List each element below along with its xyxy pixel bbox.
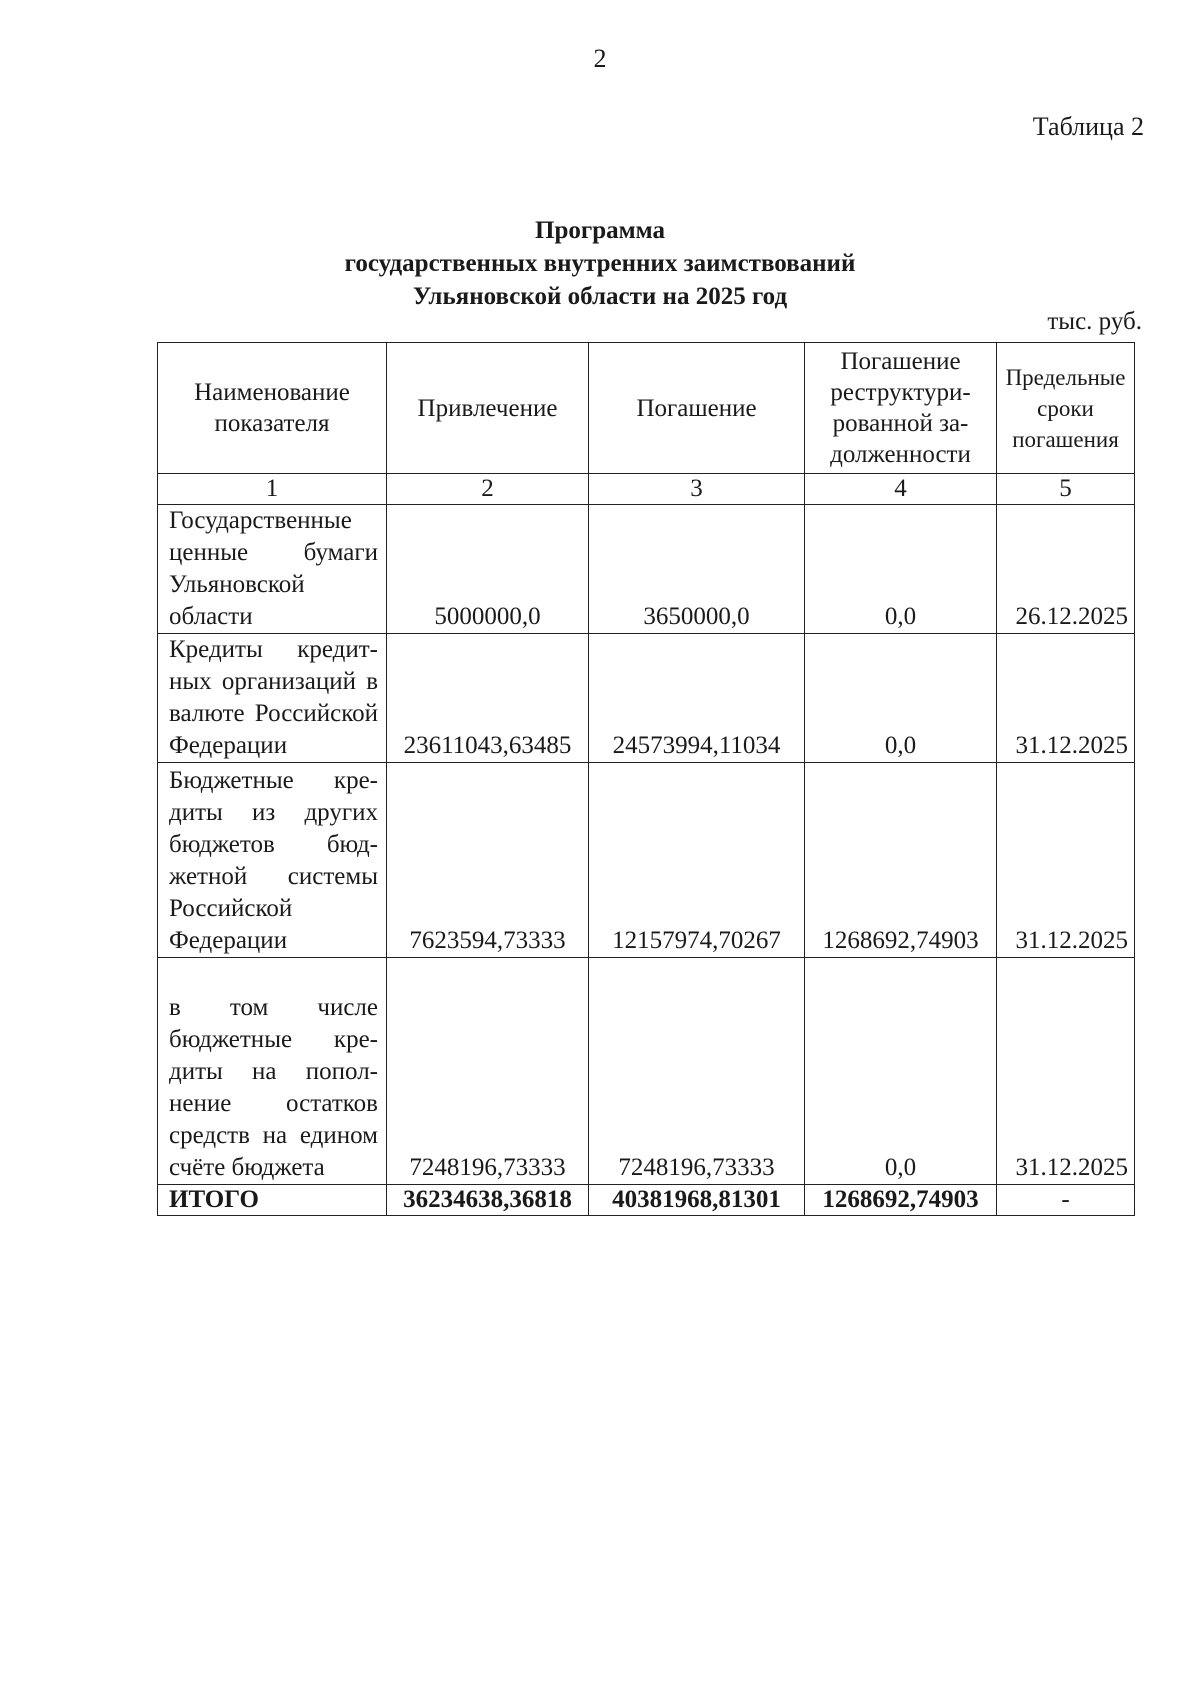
- row-attraction: 7623594,73333: [387, 763, 589, 958]
- title-line-1: Программа: [535, 217, 665, 244]
- table-row: [158, 634, 1135, 763]
- row-deadline: 26.12.2025: [997, 505, 1135, 634]
- row-repayment: 7248196,73333: [589, 958, 805, 1185]
- document-title: [0, 214, 1200, 313]
- borrowings-table: [157, 342, 1135, 1216]
- total-restructured-repayment: 1268692,74903: [805, 1185, 997, 1216]
- row-repayment: 24573994,11034: [589, 634, 805, 763]
- header-restructured-repayment: Погашение реструктурированной задолженности: [805, 343, 997, 474]
- total-deadline: -: [997, 1185, 1135, 1216]
- header-attraction: Привлечение: [387, 343, 589, 474]
- row-restructured-repayment: 0,0: [805, 634, 997, 763]
- row-repayment: 3650000,0: [589, 505, 805, 634]
- row-attraction: 7248196,73333: [387, 958, 589, 1185]
- table-row: [158, 958, 1135, 1185]
- row-restructured-repayment: 0,0: [805, 958, 997, 1185]
- column-number: 5: [997, 474, 1135, 505]
- table-row: [158, 505, 1135, 634]
- title-line-3: Ульяновской области на 2025 год: [412, 283, 788, 310]
- row-name: в том числе бюджетные кредиты на пополнение остатков средств на едином счёте бюджета: [158, 958, 387, 1185]
- row-deadline: 31.12.2025: [997, 958, 1135, 1185]
- column-number: 3: [589, 474, 805, 505]
- total-attraction: 36234638,36818: [387, 1185, 589, 1216]
- table-header-row: [158, 343, 1135, 474]
- total-row: [158, 1185, 1135, 1216]
- row-restructured-repayment: 0,0: [805, 505, 997, 634]
- title-line-2: государственных внутренних заимствований: [344, 250, 856, 277]
- column-number-row: [158, 474, 1135, 505]
- table-label: Таблица 2: [1032, 112, 1144, 141]
- header-repayment: Погашение: [589, 343, 805, 474]
- row-attraction: 5000000,0: [387, 505, 589, 634]
- header-deadline: Предельные сроки погашения: [997, 343, 1135, 474]
- row-deadline: 31.12.2025: [997, 634, 1135, 763]
- row-restructured-repayment: 1268692,74903: [805, 763, 997, 958]
- row-name: Государственные ценные бумаги Ульяновской области: [158, 505, 387, 634]
- total-label: ИТОГО: [158, 1185, 387, 1216]
- header-indicator-name: Наименование показателя: [158, 343, 387, 474]
- column-number: 2: [387, 474, 589, 505]
- row-repayment: 12157974,70267: [589, 763, 805, 958]
- column-number: 1: [158, 474, 387, 505]
- table-row: [158, 763, 1135, 958]
- row-name: Кредиты кредитных организаций в валюте Российской Федерации: [158, 634, 387, 763]
- column-number: 4: [805, 474, 997, 505]
- page-number: 2: [593, 44, 607, 73]
- row-attraction: 23611043,63485: [387, 634, 589, 763]
- units-label: тыс. руб.: [1047, 308, 1142, 335]
- total-repayment: 40381968,81301: [589, 1185, 805, 1216]
- row-deadline: 31.12.2025: [997, 763, 1135, 958]
- row-name: Бюджетные кредиты из других бюджетов бюджетной системы Российской Федерации: [158, 763, 387, 958]
